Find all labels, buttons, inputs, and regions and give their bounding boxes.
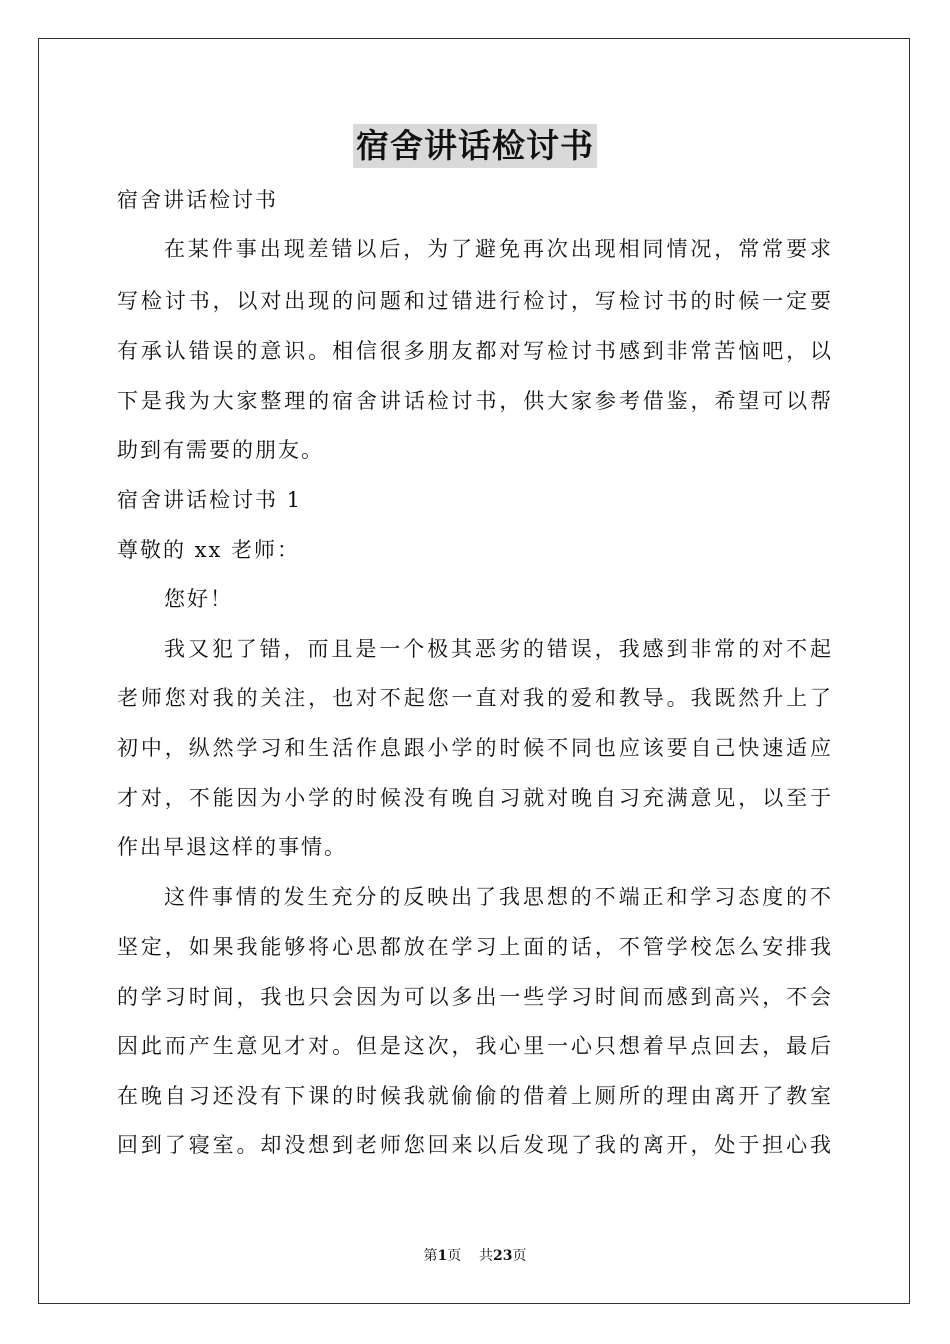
page-suffix: 页 <box>447 1248 462 1264</box>
paragraph-line: 回到了寝室。却没想到老师您回来以后发现了我的离开，处于担心我 <box>117 1133 833 1157</box>
paragraph-line: 助到有需要的朋友。 <box>117 438 324 462</box>
paragraph-line: 在晚自习还没有下课的时候我就偷偷的借着上厕所的理由离开了教室 <box>117 1084 833 1108</box>
section-heading: 宿舍讲话检讨书 1 <box>117 488 303 512</box>
total-suffix: 页 <box>512 1248 527 1264</box>
paragraph-line: 的学习时间，我也只会因为可以多出一些学习时间而感到高兴，不会 <box>117 985 833 1009</box>
paragraph-line: 老师您对我的关注，也对不起您一直对我的爱和教导。我既然升上了 <box>117 686 833 710</box>
paragraph-line: 因此而产生意见才对。但是这次，我心里一心只想着早点回去，最后 <box>117 1034 833 1058</box>
paragraph-line: 初中，纵然学习和生活作息跟小学的时候不同也应该要自己快速适应 <box>117 736 833 760</box>
page-footer <box>0 1246 950 1266</box>
subtitle-line: 宿舍讲话检讨书 <box>117 188 278 212</box>
paragraph-line: 写检讨书，以对出现的问题和过错进行检讨，写检讨书的时候一定要 <box>117 289 833 313</box>
page-number: 1 <box>437 1248 448 1264</box>
title-area <box>0 124 950 168</box>
paragraph-line: 下是我为大家整理的宿舍讲话检讨书，供大家参考借鉴，希望可以帮 <box>117 389 833 413</box>
page-prefix: 第 <box>423 1248 438 1264</box>
paragraph-line: 才对，不能因为小学的时候没有晚自习就对晚自习充满意见，以至于 <box>117 786 833 810</box>
total-pages: 23 <box>493 1248 513 1264</box>
paragraph-line: 作出早退这样的事情。 <box>117 835 347 859</box>
salutation: 尊敬的 xx 老师： <box>117 538 301 562</box>
paragraph-line: 坚定，如果我能够将心思都放在学习上面的话，不管学校怎么安排我 <box>117 935 833 959</box>
paragraph-line: 在某件事出现差错以后，为了避免再次出现相同情况，常常要求 <box>164 237 833 261</box>
paragraph-line: 这件事情的发生充分的反映出了我思想的不端正和学习态度的不 <box>164 885 833 909</box>
page-border <box>38 38 910 1304</box>
greeting: 您好！ <box>164 587 233 611</box>
total-prefix: 共 <box>479 1248 494 1264</box>
document-title: 宿舍讲话检讨书 <box>353 124 597 168</box>
paragraph-line: 有承认错误的意识。相信很多朋友都对写检讨书感到非常苦恼吧，以 <box>117 339 833 363</box>
paragraph-line: 我又犯了错，而且是一个极其恶劣的错误，我感到非常的对不起 <box>164 637 833 661</box>
